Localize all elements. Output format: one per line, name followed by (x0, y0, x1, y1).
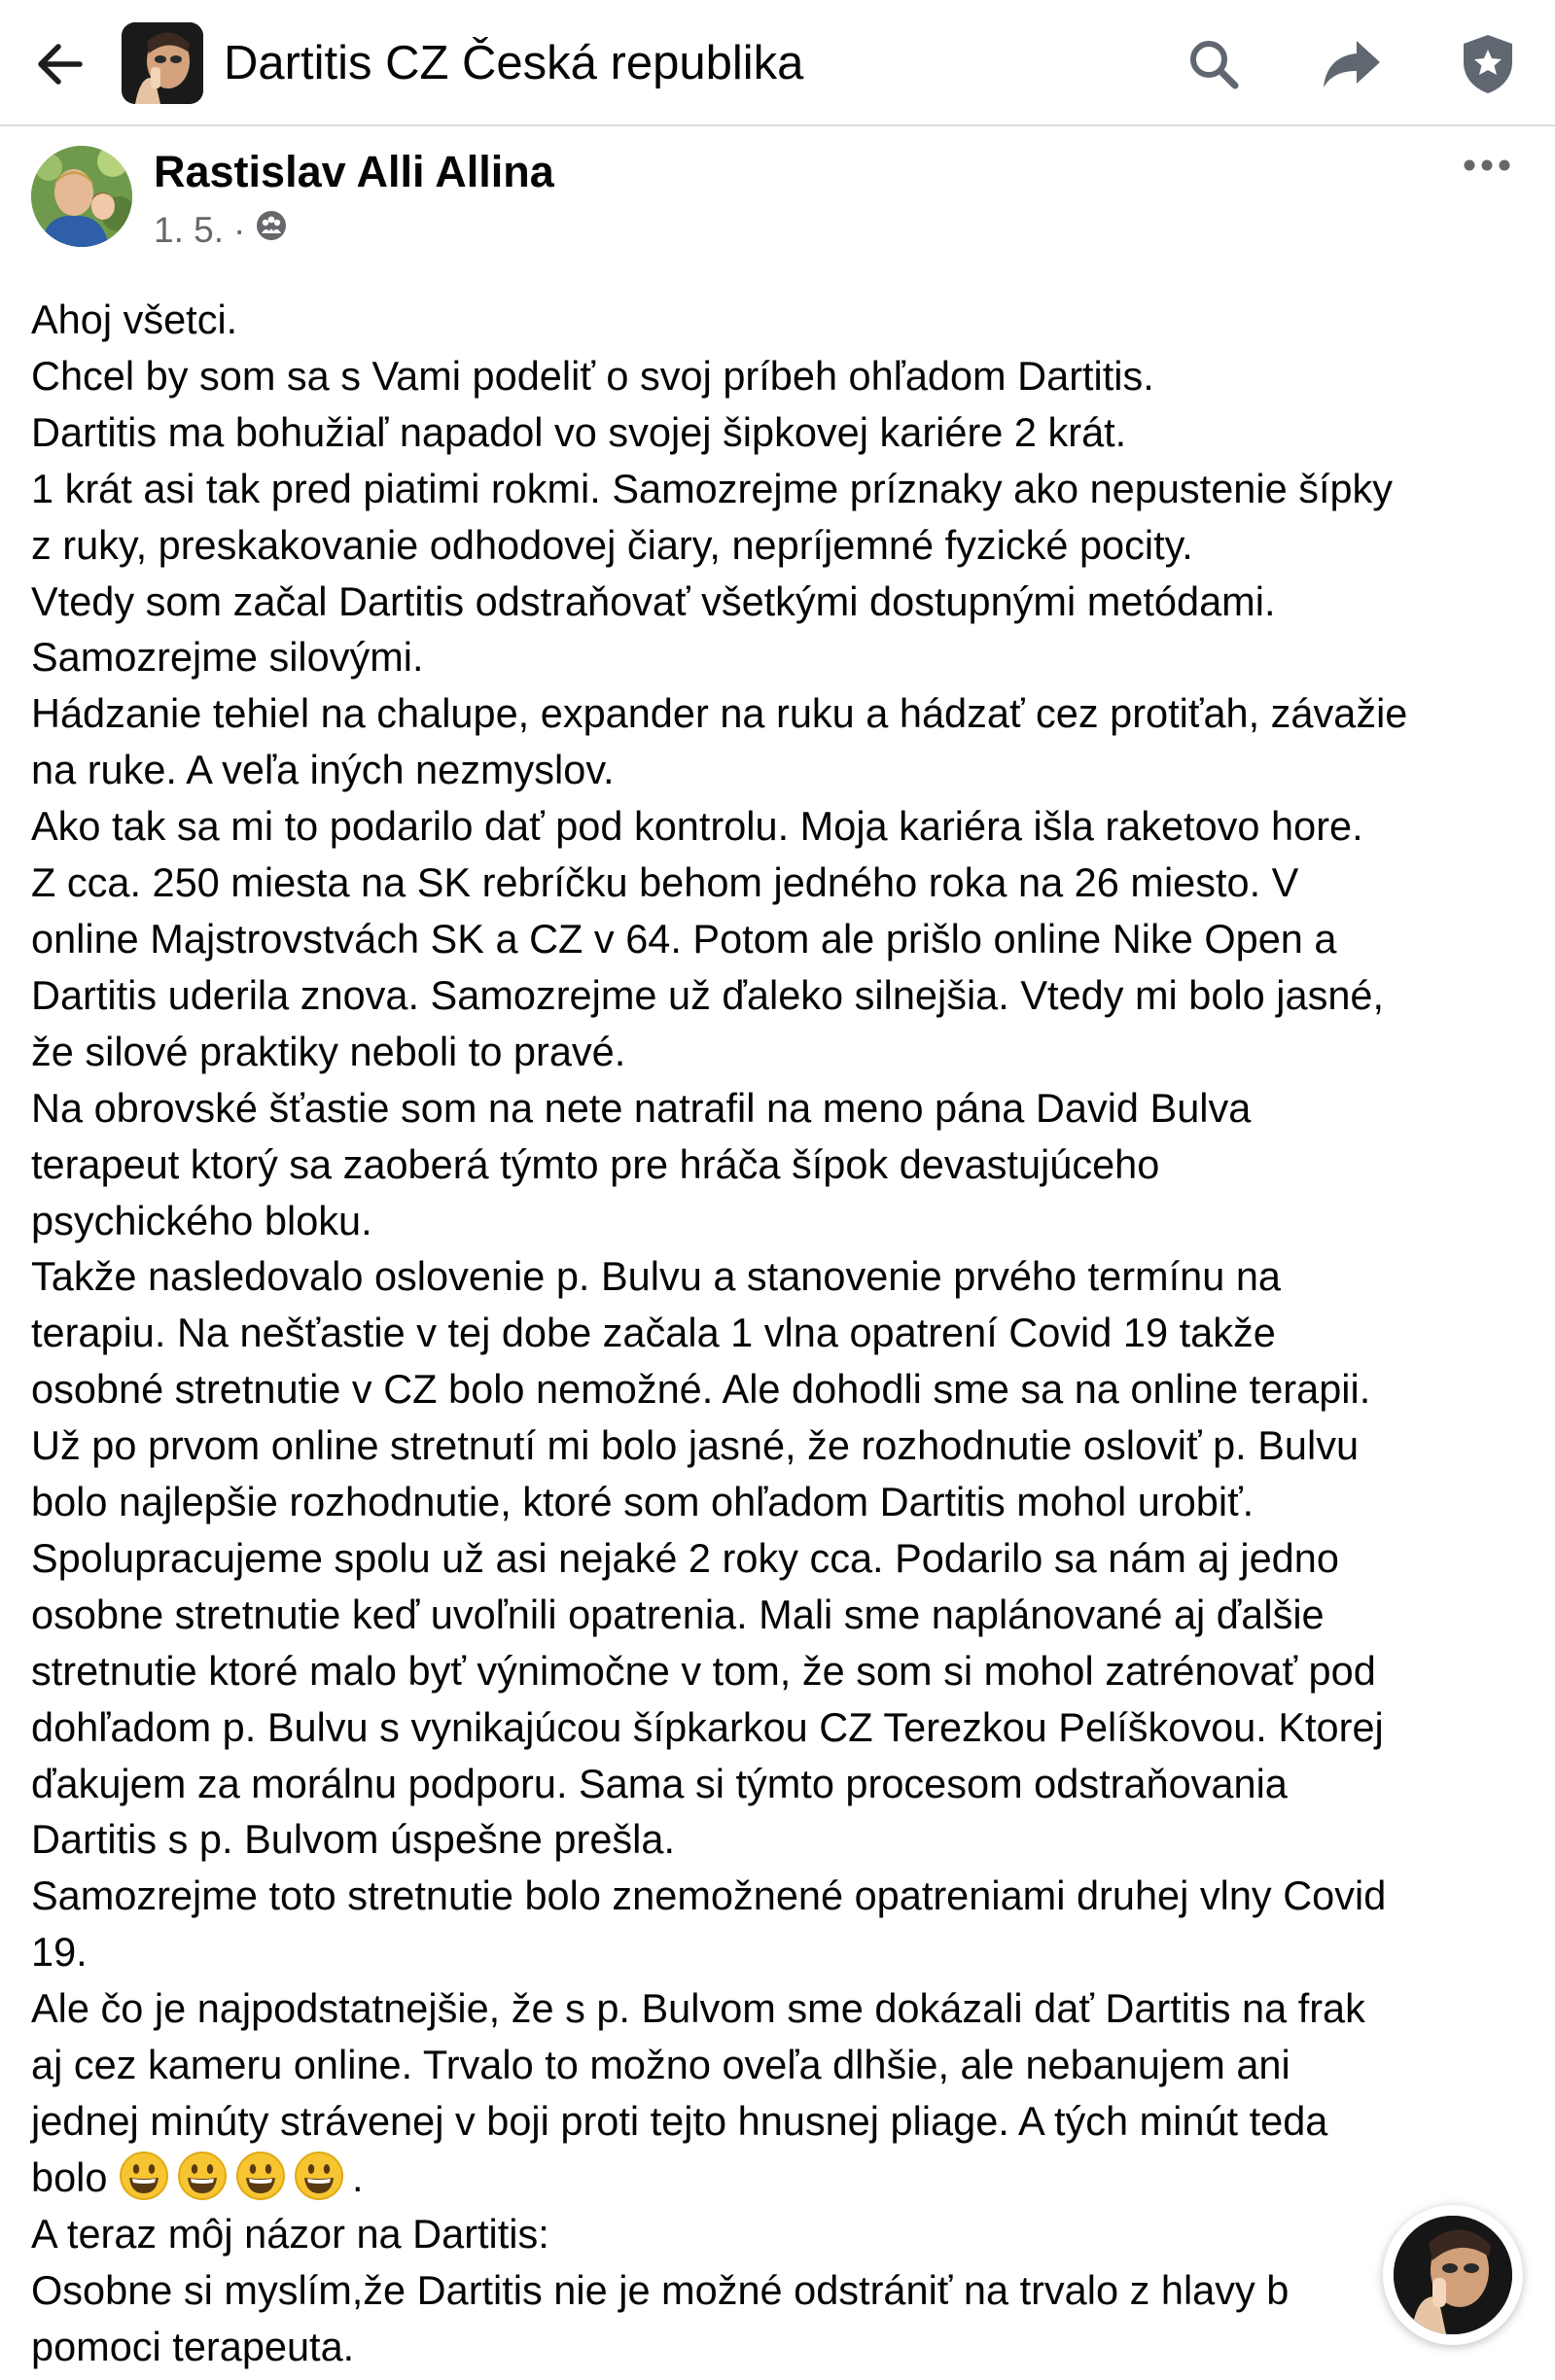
post-text-line: Ahoj všetci. (31, 297, 238, 342)
post-text-line: na ruke. A veľa iných nezmyslov. (31, 747, 615, 793)
post-text-line: Osobne si myslím,že Dartitis nie je možné odstrániť na trvalo z hlavy b (31, 2266, 1290, 2313)
app-header (0, 0, 1555, 126)
post-text-line: z ruky, preskakovanie odhodovej čiary, nepríjemné fyzické pocity. (31, 521, 1193, 568)
author-avatar[interactable] (31, 146, 132, 247)
post-text-line: Takže nasledovalo oslovenie p. Bulvu a stanovenie prvého termínu na (31, 1253, 1282, 1300)
post-text-line: Samozrejme silovými. (31, 634, 424, 681)
post-text-line: Chcel by som sa s Vami podeliť o svoj príbeh ohľadom Dartitis. (31, 352, 1154, 399)
post-text-line: že silové praktiky neboli to pravé. (31, 1028, 626, 1074)
post-text-line: terapeut ktorý sa zaoberá týmto pre hráča šípok devastujúceho (31, 1140, 1160, 1187)
post-text-line: Samozrejme toto stretnutie bolo znemožnené opatreniami druhej vlny Covid (31, 1872, 1387, 1919)
post-text-line: Dartitis ma bohužiaľ napadol vo svojej šipkovej kariére 2 krát. (31, 408, 1127, 455)
search-icon[interactable] (1177, 27, 1251, 101)
post-text-line: bolo najlepšie rozhodnutie, ktoré som ohľadom Dartitis mohol urobiť. (31, 1479, 1255, 1525)
emoji-line-suffix: . (352, 2153, 364, 2200)
group-avatar[interactable] (122, 22, 203, 104)
post-text (31, 292, 1534, 2150)
post-text-line: terapiu. Na nešťastie v tej dobe začala 1 vlna opatrení Covid 19 takže (31, 1310, 1276, 1356)
emoji-line (31, 2150, 1534, 2206)
post-text-line: osobné stretnutie v CZ bolo nemožné. Ale dohodli sme sa na online terapii. (31, 1366, 1371, 1413)
post-text-line: Dartitis uderila znova. Samozrejme už ďaleko silnejšia. Vtedy mi bolo jasné, (31, 971, 1385, 1018)
grinning-face-emoji-icon (235, 2151, 286, 2201)
post-text-line: Vtedy som začal Dartitis odstraňovať všetkými dostupnými metódami. (31, 578, 1276, 624)
post-text-line: A teraz môj názor na Dartitis: (31, 2210, 549, 2257)
messenger-chat-head[interactable] (1383, 2205, 1523, 2345)
group-members-icon (255, 206, 288, 255)
post-date[interactable]: 1. 5. (154, 210, 224, 250)
shield-star-icon[interactable] (1451, 27, 1525, 101)
post-text-line: jednej minúty strávenej v boji proti tejto hnusnej pliage. A tých minút teda (31, 2098, 1328, 2144)
post-text-line: pomoci terapeuta. (31, 2323, 355, 2369)
post-text-line: Na obrovské šťastie som na nete natrafil na meno pána David Bulva (31, 1084, 1252, 1131)
post-text-line: Spolupracujeme spolu už asi nejaké 2 roky cca. Podarilo sa nám aj jedno (31, 1534, 1339, 1581)
post-text-line: Hádzanie tehiel na chalupe, expander na ruku a hádzať cez protiťah, závažie (31, 690, 1408, 737)
grinning-face-emoji-icon (119, 2151, 169, 2201)
post-text-continued (31, 2206, 1534, 2375)
share-arrow-icon[interactable] (1315, 27, 1389, 101)
post-text-line: stretnutie ktoré malo byť výnimočne v tom, že som si mohol zatrénovať pod (31, 1647, 1376, 1694)
post-body (31, 292, 1534, 2375)
post-text-line: Dartitis s p. Bulvom úspešne prešla. (31, 1816, 675, 1863)
post-text-line: 19. (31, 1929, 88, 1976)
chat-head-avatar[interactable] (1394, 2216, 1512, 2334)
emoji-line-prefix: bolo (31, 2153, 119, 2200)
post-text-line: ďakujem za morálnu podporu. Sama si týmto procesom odstraňovania (31, 1760, 1288, 1806)
page-title[interactable]: Dartitis CZ Česká republika (224, 37, 804, 89)
grinning-face-emoji-icon (177, 2151, 228, 2201)
post-text-line: aj cez kameru online. Trvalo to možno oveľa dlhšie, ale nebanujem ani (31, 2042, 1290, 2088)
more-options-icon[interactable] (1451, 146, 1523, 185)
meta-separator: · (233, 210, 246, 250)
author-name[interactable]: Rastislav Alli Allina (154, 147, 554, 196)
post-text-line: Ale čo je najpodstatnejšie, že s p. Bulvom sme dokázali dať Dartitis na frak (31, 1985, 1365, 2032)
emoji-group (119, 2154, 352, 2200)
post-meta (154, 206, 288, 255)
post-text-line: Z cca. 250 miesta na SK rebríčku behom jedného roka na 26 miesto. V (31, 859, 1299, 906)
post-text-line: 1 krát asi tak pred piatimi rokmi. Samozrejme príznaky ako nepustenie šípky (31, 465, 1394, 511)
post-text-line: psychického bloku. (31, 1197, 372, 1243)
post-text-line: Už po prvom online stretnutí mi bolo jasné, že rozhodnutie osloviť p. Bulvu (31, 1422, 1360, 1469)
post-text-line: online Majstrovstvách SK a CZ v 64. Potom ale prišlo online Nike Open a (31, 915, 1337, 962)
grinning-face-emoji-icon (294, 2151, 344, 2201)
post-text-line: osobne stretnutie keď uvoľnili opatrenia. Mali sme naplánované aj ďalšie (31, 1591, 1325, 1637)
post-text-line: Ako tak sa mi to podarilo dať pod kontrolu. Moja kariéra išla raketovo hore. (31, 803, 1363, 850)
back-arrow-icon[interactable] (25, 29, 95, 99)
post-text-line: dohľadom p. Bulvu s vynikajúcou šípkarkou CZ Terezkou Pelíškovou. Ktorej (31, 1703, 1384, 1750)
